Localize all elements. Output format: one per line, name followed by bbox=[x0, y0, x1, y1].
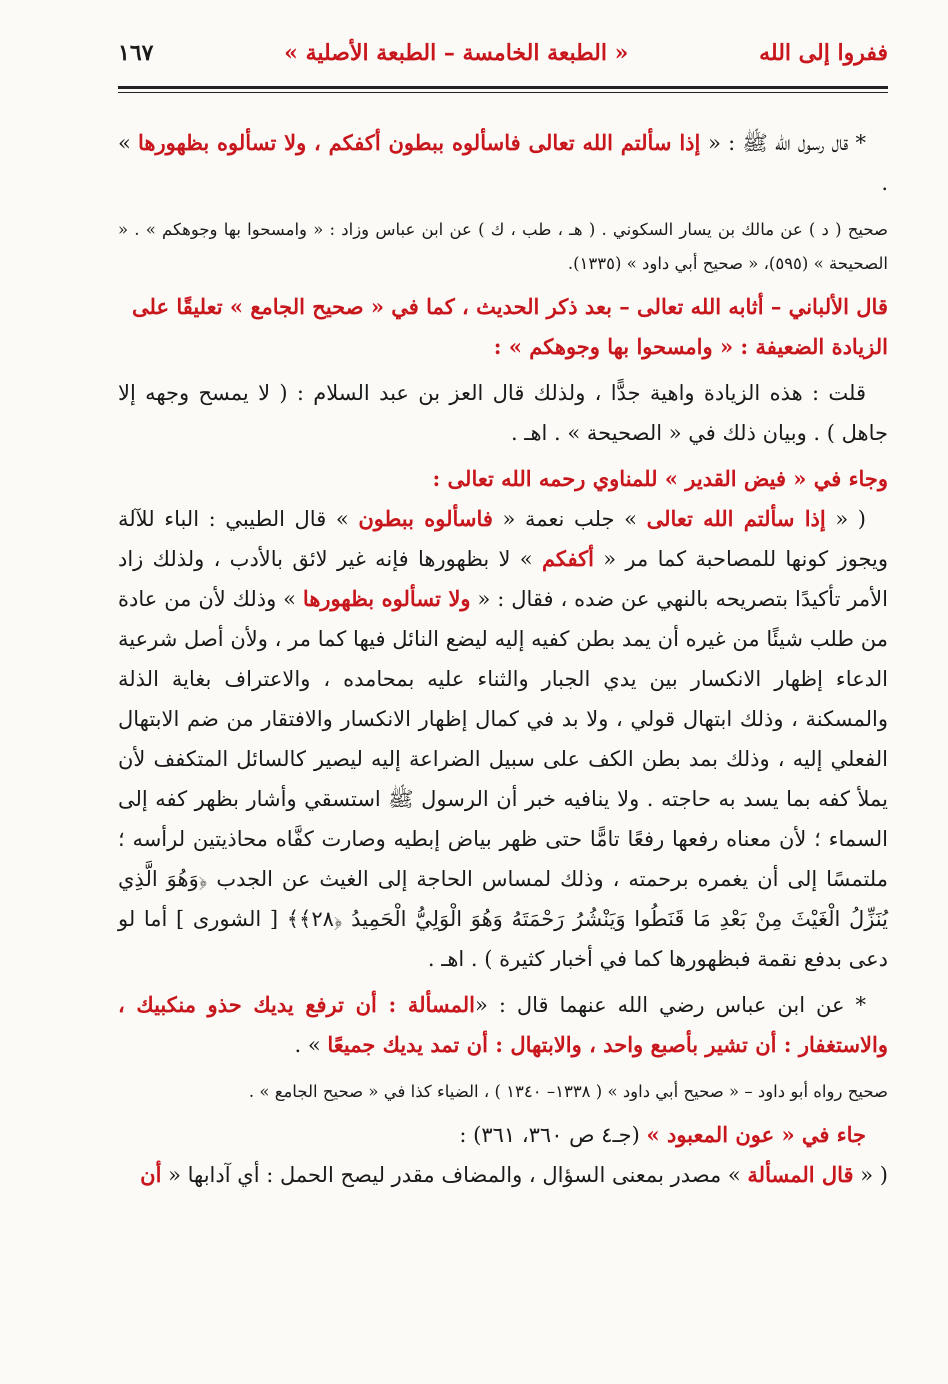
awn-heading: جاء في « عون المعبود » (جـ٤ ص ٣٦٠، ٣٦١) : bbox=[459, 1122, 866, 1147]
hadith-1-text: إذا سألتم الله تعالى فاسألوه ببطون أكفكم ، ولا تسألوه بظهورها bbox=[138, 130, 709, 155]
hadith-1-source: صحيح ( د ) عن مالك بن يسار السكوني . ( هـ ، طب ، ك ) عن ابن عباس وزاد : « وامسحوا بها وجوهكم » . « الصحيحة » (٥٩٥)، « صحيح أبي داود » (١٣٣٥). bbox=[118, 220, 888, 273]
header-rule-thick bbox=[118, 86, 888, 89]
awn-commentary: ( « قال المسألة » مصدر بمعنى السؤال ، والمضاف مقدر ليصح الحمل : أي آدابها « أن bbox=[140, 1162, 888, 1187]
edition-label: « الطبعة الخامسة – الطبعة الأصلية » bbox=[284, 40, 629, 66]
faid-commentary: ( « إذا سألتم الله تعالى » جلب نعمة « فاسألوه ببطون » قال الطيبي : الباء للآلة ويجوز كونها للمصاحبة كما مر « أكفكم » لا بظهورها فإنه غير لائق بالأدب ، ولذلك زاد الأمر تأكيدًا بتصريحه بالنهي عن ضده ، فقال : « ولا تسألوه بظهورها » وذلك لأن من عادة من طلب شيئًا من غيره أن يمد بطن كفيه إليه ليضع النائل فيها كما مر ، ولأن أصل شرعية الدعاء إظهار الانكسار بين يدي الجبار والثناء عليه بمحامده ، والاعتراف بغاية الذلة والمسكنة ، وذلك ابتهال قولي ، ولا بد في كمال إظهار الانكسار والافتقار من ضم الابتهال الفعلي إليه ، وذلك بمد بطن الكف على سبيل الضراعة إليه ليصير كالسائل المتكفف لأن يملأ كفه بما يسد به حاجته . ولا ينافيه خبر أن الرسول ﷺ استسقي وأشار بظهر كفه إلى السماء ؛ لأن معناه رفعها رفعًا تامًّا حتى ظهر بياض إبطيه وصارت كفَّاه محاذيتين لرأسه ؛ ملتمسًا إلى أن يغمره برحمته ، وذلك لمساس الحاجة إلى الغيث عن الجدب ﴿وَهُوَ الَّذِي يُنَزِّلُ الْغَيْثَ مِنْ بَعْدِ مَا قَنَطُوا وَيَنْشُرُ رَحْمَتَهُ وَهُوَ الْوَلِيُّ الْحَمِيدُ ﴿٢٨﴾﴾ [ الشورى ] أما لو دعى بدفع نقمة فبظهورها كما في أخبار كثيرة ) . اهـ . bbox=[118, 506, 889, 971]
page-header bbox=[118, 40, 888, 82]
hadith-2: * عن ابن عباس رضي الله عنهما قال : «المسألة : أن ترفع يديك حذو منكبيك ، والاستغفار : أن تشير بأصبع واحد ، والابتهال : أن تمد يديك جميعًا » . bbox=[118, 992, 888, 1057]
faid-heading: وجاء في « فيض القدير » للمناوي رحمه الله تعالى : bbox=[432, 466, 888, 491]
albani-heading: قال الألباني – أثابه الله تعالى – بعد ذكر الحديث ، كما في « صحيح الجامع » تعليقًا على الزيادة الضعيفة : « وامسحوا بها وجوهكم » : bbox=[132, 294, 888, 359]
albani-comment: قلت : هذه الزيادة واهية جدًّا ، ولذلك قال العز بن عبد السلام : ( لا يمسح وجهه إلا جاهل ) . وبيان ذلك في « الصحيحة » . اهـ . bbox=[118, 381, 888, 445]
book-title: ففروا إلى الله bbox=[759, 40, 888, 66]
hadith-2-text: المسألة : أن ترفع يديك حذو منكبيك ، والاستغفار : أن تشير بأصبع واحد ، والابتهال : أن تمد يديك جميعًا bbox=[118, 992, 888, 1057]
hadith-2-source: صحيح رواه أبو داود – « صحيح أبي داود » ( ١٣٣٨– ١٣٤٠ ) ، الضياء كذا في « صحيح الجامع » . bbox=[248, 1082, 888, 1101]
hadith-1: * قال رسول الله ﷺ : « إذا سألتم الله تعالى فاسألوه ببطون أكفكم ، ولا تسألوه بظهورها » . bbox=[118, 130, 888, 195]
header-rule-thin bbox=[118, 92, 888, 93]
page-number: ١٦٧ bbox=[118, 40, 154, 66]
